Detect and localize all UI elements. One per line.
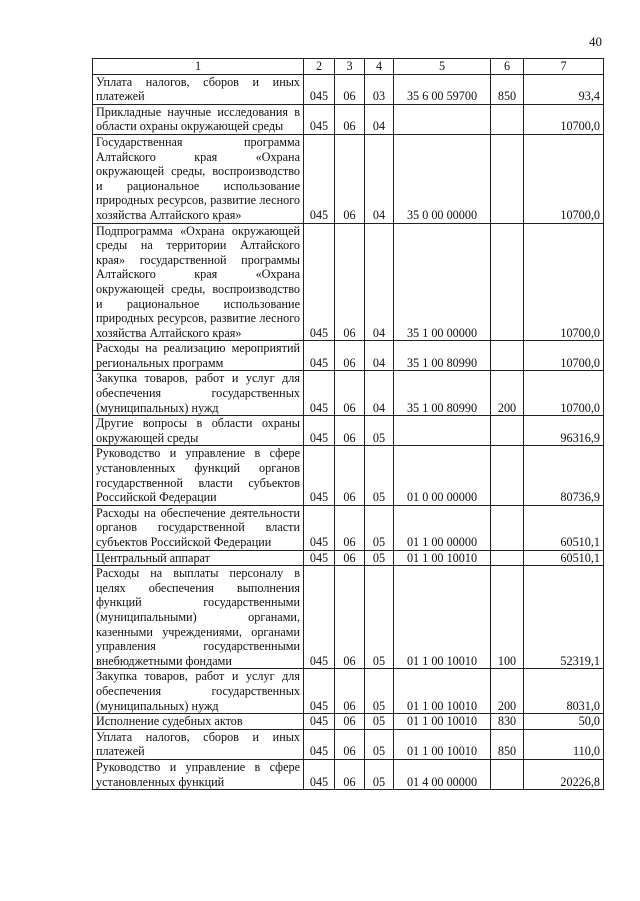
row-name-cell: Центральный аппарат bbox=[93, 550, 304, 566]
header-cell: 7 bbox=[524, 59, 604, 75]
target-article-cell: 35 1 00 80990 bbox=[394, 341, 491, 371]
row-name-cell: Закупка товаров, работ и услуг для обеспечения государственных (муниципальных) нужд bbox=[93, 371, 304, 416]
ministry-code-cell: 045 bbox=[304, 505, 335, 550]
section-code-cell: 06 bbox=[335, 371, 365, 416]
expense-type-cell bbox=[491, 446, 524, 505]
table-row bbox=[93, 566, 604, 669]
amount-cell: 10700,0 bbox=[524, 371, 604, 416]
ministry-code-cell: 045 bbox=[304, 341, 335, 371]
table-row bbox=[93, 759, 604, 789]
section-code-cell: 06 bbox=[335, 550, 365, 566]
row-name-cell: Руководство и управление в сфере установленных функций органов государственной власти субъектов Российской Федерации bbox=[93, 446, 304, 505]
section-code-cell: 06 bbox=[335, 416, 365, 446]
table-row bbox=[93, 416, 604, 446]
table-row bbox=[93, 446, 604, 505]
amount-cell: 52319,1 bbox=[524, 566, 604, 669]
table-row bbox=[93, 669, 604, 714]
ministry-code-cell: 045 bbox=[304, 134, 335, 223]
row-name-cell: Исполнение судебных актов bbox=[93, 714, 304, 730]
ministry-code-cell: 045 bbox=[304, 714, 335, 730]
ministry-code-cell: 045 bbox=[304, 223, 335, 341]
expense-type-cell bbox=[491, 223, 524, 341]
row-name-cell: Прикладные научные исследования в области охраны окружающей среды bbox=[93, 104, 304, 134]
amount-cell: 10700,0 bbox=[524, 134, 604, 223]
table-row bbox=[93, 341, 604, 371]
target-article-cell: 35 0 00 00000 bbox=[394, 134, 491, 223]
header-cell: 1 bbox=[93, 59, 304, 75]
expense-type-cell: 850 bbox=[491, 729, 524, 759]
subsection-code-cell: 04 bbox=[365, 104, 394, 134]
ministry-code-cell: 045 bbox=[304, 446, 335, 505]
target-article-cell: 01 1 00 10010 bbox=[394, 729, 491, 759]
ministry-code-cell: 045 bbox=[304, 550, 335, 566]
target-article-cell: 01 4 00 00000 bbox=[394, 759, 491, 789]
table-row bbox=[93, 505, 604, 550]
row-name-cell: Государственная программа Алтайского края «Охрана окружающей среды, воспроизводство и рациональное использование природных ресурсов, развитие лесного хозяйства Алтайского края» bbox=[93, 134, 304, 223]
subsection-code-cell: 04 bbox=[365, 341, 394, 371]
subsection-code-cell: 05 bbox=[365, 416, 394, 446]
amount-cell: 93,4 bbox=[524, 74, 604, 104]
row-name-cell: Уплата налогов, сборов и иных платежей bbox=[93, 729, 304, 759]
amount-cell: 10700,0 bbox=[524, 104, 604, 134]
table-row bbox=[93, 729, 604, 759]
row-name-cell: Расходы на реализацию мероприятий региональных программ bbox=[93, 341, 304, 371]
subsection-code-cell: 05 bbox=[365, 669, 394, 714]
target-article-cell: 35 1 00 80990 bbox=[394, 371, 491, 416]
row-name-cell: Расходы на обеспечение деятельности органов государственной власти субъектов Российской Федерации bbox=[93, 505, 304, 550]
expense-type-cell bbox=[491, 341, 524, 371]
section-code-cell: 06 bbox=[335, 505, 365, 550]
section-code-cell: 06 bbox=[335, 74, 365, 104]
expense-type-cell bbox=[491, 104, 524, 134]
expense-type-cell: 100 bbox=[491, 566, 524, 669]
section-code-cell: 06 bbox=[335, 134, 365, 223]
target-article-cell: 01 1 00 10010 bbox=[394, 550, 491, 566]
page-number: 40 bbox=[589, 34, 602, 49]
amount-cell: 10700,0 bbox=[524, 341, 604, 371]
expense-type-cell: 830 bbox=[491, 714, 524, 730]
expense-type-cell: 200 bbox=[491, 669, 524, 714]
subsection-code-cell: 04 bbox=[365, 371, 394, 416]
header-cell: 4 bbox=[365, 59, 394, 75]
header-cell: 2 bbox=[304, 59, 335, 75]
expense-type-cell: 850 bbox=[491, 74, 524, 104]
amount-cell: 50,0 bbox=[524, 714, 604, 730]
row-name-cell: Закупка товаров, работ и услуг для обеспечения государственных (муниципальных) нужд bbox=[93, 669, 304, 714]
table-row bbox=[93, 371, 604, 416]
target-article-cell: 35 6 00 59700 bbox=[394, 74, 491, 104]
section-code-cell: 06 bbox=[335, 729, 365, 759]
section-code-cell: 06 bbox=[335, 759, 365, 789]
amount-cell: 96316,9 bbox=[524, 416, 604, 446]
amount-cell: 8031,0 bbox=[524, 669, 604, 714]
expense-type-cell bbox=[491, 759, 524, 789]
section-code-cell: 06 bbox=[335, 104, 365, 134]
expense-type-cell: 200 bbox=[491, 371, 524, 416]
expense-type-cell bbox=[491, 550, 524, 566]
table-row bbox=[93, 134, 604, 223]
ministry-code-cell: 045 bbox=[304, 371, 335, 416]
header-cell: 6 bbox=[491, 59, 524, 75]
subsection-code-cell: 05 bbox=[365, 505, 394, 550]
amount-cell: 20226,8 bbox=[524, 759, 604, 789]
section-code-cell: 06 bbox=[335, 341, 365, 371]
target-article-cell: 01 0 00 00000 bbox=[394, 446, 491, 505]
target-article-cell: 01 1 00 10010 bbox=[394, 714, 491, 730]
target-article-cell: 01 1 00 10010 bbox=[394, 566, 491, 669]
expense-type-cell bbox=[491, 505, 524, 550]
subsection-code-cell: 05 bbox=[365, 714, 394, 730]
amount-cell: 60510,1 bbox=[524, 505, 604, 550]
target-article-cell: 35 1 00 00000 bbox=[394, 223, 491, 341]
table-row bbox=[93, 223, 604, 341]
row-name-cell: Уплата налогов, сборов и иных платежей bbox=[93, 74, 304, 104]
subsection-code-cell: 04 bbox=[365, 134, 394, 223]
budget-table bbox=[92, 58, 604, 790]
ministry-code-cell: 045 bbox=[304, 416, 335, 446]
ministry-code-cell: 045 bbox=[304, 74, 335, 104]
subsection-code-cell: 04 bbox=[365, 223, 394, 341]
target-article-cell: 01 1 00 00000 bbox=[394, 505, 491, 550]
amount-cell: 10700,0 bbox=[524, 223, 604, 341]
subsection-code-cell: 05 bbox=[365, 729, 394, 759]
amount-cell: 60510,1 bbox=[524, 550, 604, 566]
subsection-code-cell: 05 bbox=[365, 446, 394, 505]
expense-type-cell bbox=[491, 416, 524, 446]
ministry-code-cell: 045 bbox=[304, 566, 335, 669]
subsection-code-cell: 03 bbox=[365, 74, 394, 104]
ministry-code-cell: 045 bbox=[304, 759, 335, 789]
table-row bbox=[93, 104, 604, 134]
subsection-code-cell: 05 bbox=[365, 566, 394, 669]
ministry-code-cell: 045 bbox=[304, 729, 335, 759]
table-header-row bbox=[93, 59, 604, 75]
ministry-code-cell: 045 bbox=[304, 104, 335, 134]
row-name-cell: Расходы на выплаты персоналу в целях обеспечения выполнения функций государственными (муниципальными) органами, казенными учреждениями, органами управления государственными внебюджетными фондами bbox=[93, 566, 304, 669]
target-article-cell bbox=[394, 416, 491, 446]
header-cell: 5 bbox=[394, 59, 491, 75]
row-name-cell: Подпрограмма «Охрана окружающей среды на территории Алтайского края» государственной программы Алтайского края «Охрана окружающей среды, воспроизводство и рациональное использование природных ресурсов, развитие лесного хозяйства Алтайского края» bbox=[93, 223, 304, 341]
subsection-code-cell: 05 bbox=[365, 759, 394, 789]
table-row bbox=[93, 714, 604, 730]
ministry-code-cell: 045 bbox=[304, 669, 335, 714]
section-code-cell: 06 bbox=[335, 714, 365, 730]
section-code-cell: 06 bbox=[335, 566, 365, 669]
target-article-cell: 01 1 00 10010 bbox=[394, 669, 491, 714]
expense-type-cell bbox=[491, 134, 524, 223]
row-name-cell: Другие вопросы в области охраны окружающей среды bbox=[93, 416, 304, 446]
subsection-code-cell: 05 bbox=[365, 550, 394, 566]
amount-cell: 80736,9 bbox=[524, 446, 604, 505]
section-code-cell: 06 bbox=[335, 446, 365, 505]
table-row bbox=[93, 550, 604, 566]
section-code-cell: 06 bbox=[335, 223, 365, 341]
header-cell: 3 bbox=[335, 59, 365, 75]
target-article-cell bbox=[394, 104, 491, 134]
amount-cell: 110,0 bbox=[524, 729, 604, 759]
row-name-cell: Руководство и управление в сфере установленных функций bbox=[93, 759, 304, 789]
table-row bbox=[93, 74, 604, 104]
section-code-cell: 06 bbox=[335, 669, 365, 714]
